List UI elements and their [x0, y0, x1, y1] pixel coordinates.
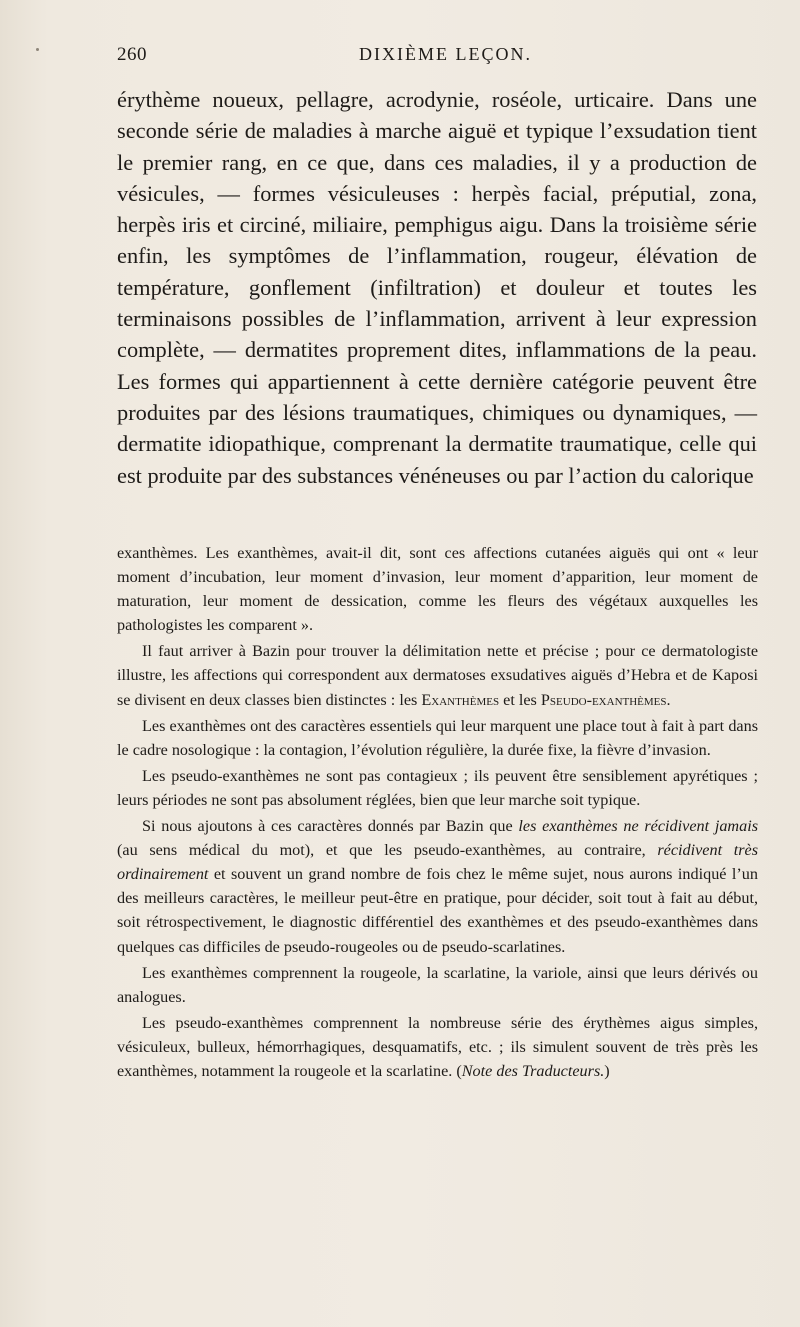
translators-note: Note des Traducteurs. — [461, 1061, 605, 1080]
footnote-text: Il faut arriver à Bazin pour trouver la délimitation nette et précise ; pour ce dermatologiste illustre, les affections qui correspondent aux dermatoses exsudatives aiguës d’Hebra et de Kaposi se divisent en deux classes bien distinctes : les — [117, 642, 758, 709]
term-exanthemes: Exanthèmes — [421, 690, 500, 709]
footnote — [117, 541, 758, 1085]
margin-dot — [36, 48, 39, 51]
footnote-paragraph-2 — [117, 639, 758, 711]
page-header — [117, 44, 757, 70]
footnote-paragraph-1: exanthèmes. Les exanthèmes, avait-il dit, sont ces affections cutanées aiguës qui ont « leur moment d’incubation, leur moment d’invasion, leur moment d’apparition, leur moment de maturation, leur moment de dessication, comme les fleurs des végétaux auxquelles les pathologistes les comparent ». — [117, 544, 758, 635]
footnote-paragraph-4: Les pseudo-exanthèmes ne sont pas contagieux ; ils peuvent être sensiblement apyrétiques ; leurs périodes ne sont pas absolument réglées, bien que leur marche soit typique. — [117, 766, 758, 809]
footnote-text: et souvent un grand nombre de fois chez le même sujet, nous aurons indiqué l’un des meilleurs caractères, le meilleur peut-être en pratique, pour décider, soit tout à fait au début, soit rétrospectivement, le diagnostic différentiel des exanthèmes et des pseudo-exanthèmes dans quelques cas difficiles de pseudo-rougeoles ou de pseudo-scarlatines. — [117, 865, 758, 956]
italic-phrase: récidivent très ordinairement — [117, 841, 758, 884]
main-paragraph: érythème noueux, pellagre, acrodynie, roséole, urticaire. Dans une seconde série de maladies à marche aiguë et typique l’exsudation tient le premier rang, en ce que, dans ces maladies, il y a production de vésicules, — formes vésiculeuses : herpès facial, préputial, zona, herpès iris et circiné, miliaire, pemphigus aigu. Dans la troisième série enfin, les symptômes de l’inflammation, rougeur, élévation de température, gonflement (infiltration) et douleur et toutes les terminaisons possibles de l’inflammation, arrivent à leur expression complète, — dermatites proprement dites, inflammations de la peau. Les formes qui appartiennent à cette dernière catégorie peuvent être produites par des lésions traumatiques, chimiques ou dynamiques, — dermatite idiopathique, comprenant la dermatite traumatique, celle qui est produite par des substances vénéneuses ou par l’action du calorique — [117, 87, 757, 488]
footnote-text: Si nous ajoutons à ces caractères donnés par Bazin que — [142, 817, 519, 836]
page-number: 260 — [117, 44, 147, 65]
footnote-text: et les — [499, 690, 541, 709]
footnote-paragraph-3: Les exanthèmes ont des caractères essentiels qui leur marquent une place tout à fait à part dans le cadre nosologique : la contagion, l’évolution régulière, la durée fixe, la fièvre d’invasion. — [117, 716, 758, 759]
footnote-paragraph-6: Les exanthèmes comprennent la rougeole, la scarlatine, la variole, ainsi que leurs dérivés ou analogues. — [117, 963, 758, 1006]
footnote-text: (au sens médical du mot), et que les pseudo-exanthèmes, au contraire, — [117, 841, 658, 860]
footnote-paragraph-7 — [117, 1011, 758, 1083]
footnote-text: ) — [604, 1061, 610, 1080]
footnote-paragraph-5 — [117, 814, 758, 959]
footnote-text: Les pseudo-exanthèmes comprennent la nombreuse série des érythèmes aigus simples, vésiculeux, bulleux, hémorrhagiques, desquamatifs, etc. ; ils simulent souvent de très près les exanthèmes, notamment la rougeole et la scarlatine. ( — [117, 1013, 758, 1080]
term-pseudo-exanthemes: Pseudo-exanthèmes — [540, 690, 667, 709]
running-head: DIXIÈME LEÇON. — [359, 44, 532, 64]
main-text — [117, 84, 757, 491]
footnote-text: . — [666, 690, 671, 709]
italic-phrase: les exanthèmes ne récidivent jamais — [518, 817, 758, 836]
